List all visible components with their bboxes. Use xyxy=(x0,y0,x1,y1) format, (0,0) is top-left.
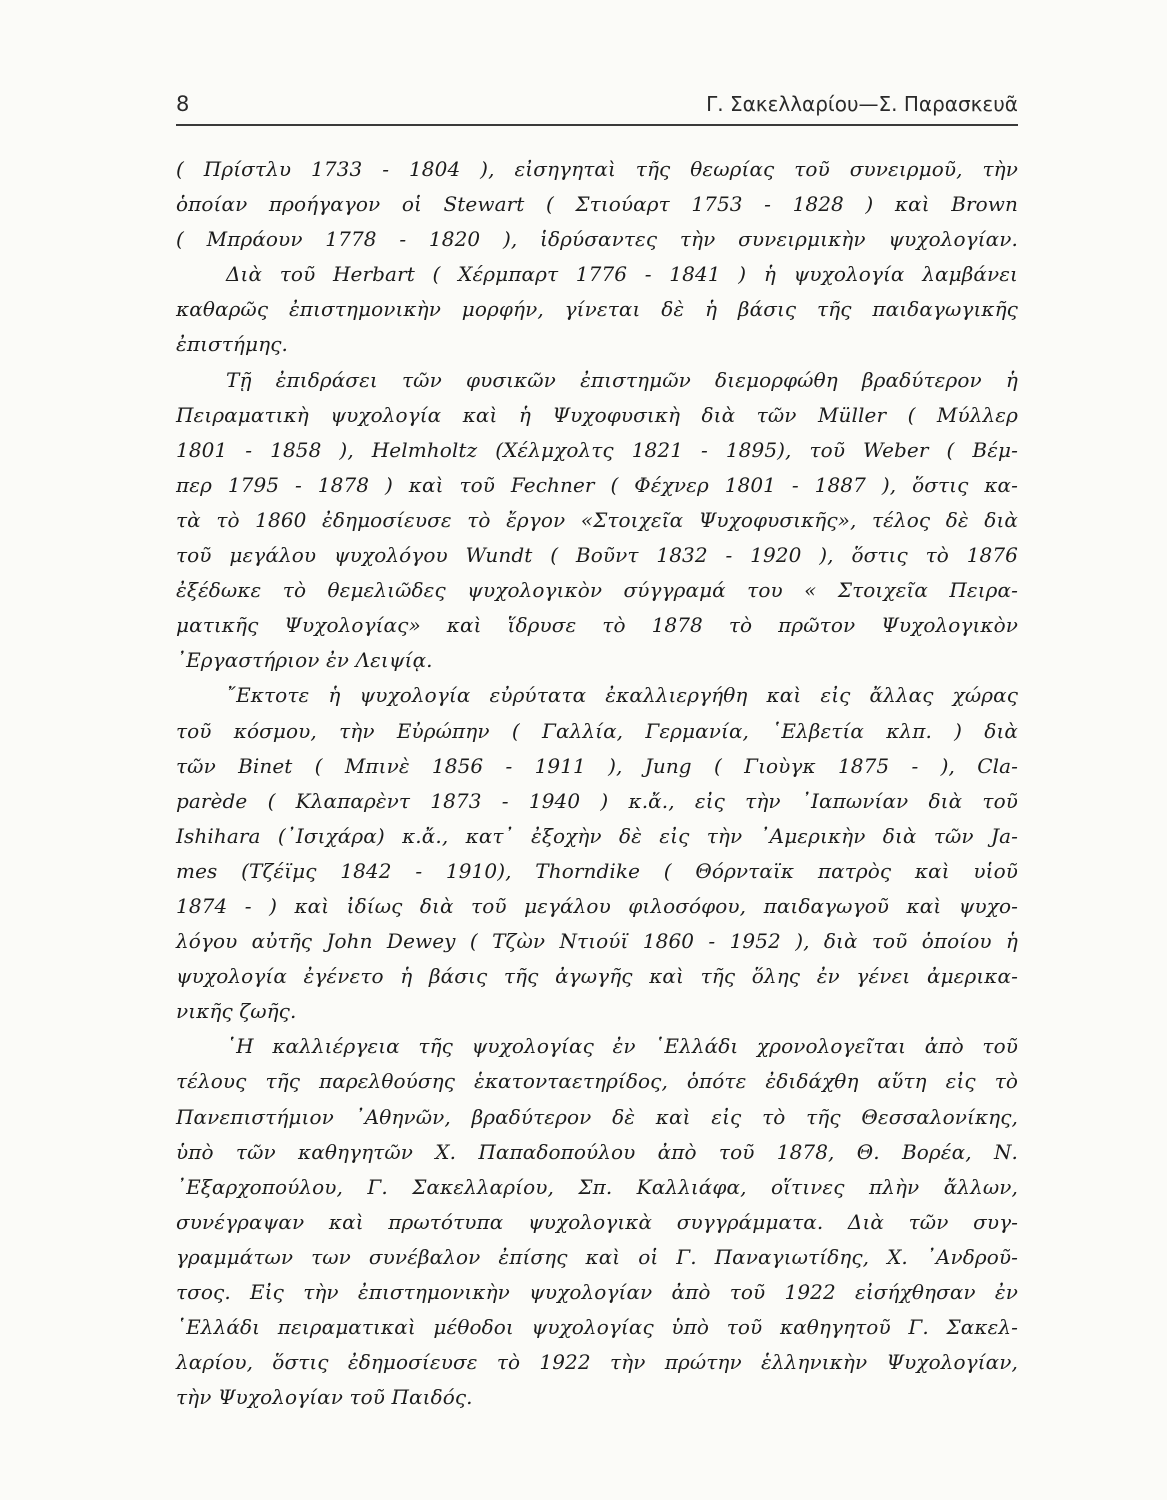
text-line: λαρίου, ὅστις ἐδημοσίευσε τὸ 1922 τὴν πρώτην ἑλληνικὴν Ψυχολογίαν, xyxy=(176,1350,1018,1375)
text-line: Διὰ τοῦ Herbart ( Χέρμπαρτ 1776 - 1841 ) ἡ ψυχολογία λαμβάνει xyxy=(226,262,1018,287)
text-line: τῶν Binet ( Μπινὲ 1856 - 1911 ), Jung ( Γιοὺγκ 1875 - ), Cla- xyxy=(176,753,1018,778)
text-line: ὁποίαν προήγαγον οἱ Stewart ( Στιούαρτ 1753 - 1828 ) καὶ Brown xyxy=(176,192,1018,217)
text-line: τοῦ μεγάλου ψυχολόγου Wundt ( Βοῦντ 1832 - 1920 ), ὅστις τὸ 1876 xyxy=(176,543,1018,568)
text-line: ῾Ελλάδι πειραματικαὶ μέθοδοι ψυχολογίας ὑπὸ τοῦ καθηγητοῦ Γ. Σακελ- xyxy=(176,1315,1018,1340)
body-text xyxy=(176,152,1018,1415)
text-line: τοῦ κόσμου, τὴν Εὐρώπην ( Γαλλία, Γερμανία, ῾Ελβετία κλπ. ) διὰ xyxy=(176,718,1018,743)
page-header xyxy=(176,88,1018,122)
page-number: 8 xyxy=(176,92,190,116)
text-line: νικῆς ζωῆς. xyxy=(176,999,297,1024)
text-line: ᾿Εργαστήριον ἐν Λειψίᾳ. xyxy=(176,648,433,673)
text-line: parède ( Κλαπαρὲντ 1873 - 1940 ) κ.ἄ., εἰς τὴν ᾿Ιαπωνίαν διὰ τοῦ xyxy=(176,788,1018,813)
text-line: λόγου αὐτῆς John Dewey ( Τζὼν Ντιούϊ 1860 - 1952 ), διὰ τοῦ ὁποίου ἡ xyxy=(176,929,1018,954)
text-line: Τῇ ἐπιδράσει τῶν φυσικῶν ἐπιστημῶν διεμορφώθη βραδύτερον ἡ xyxy=(226,367,1018,392)
running-head: Γ. Σακελλαρίου—Σ. Παρασκευᾶ xyxy=(706,92,1018,116)
text-line: τσος. Εἰς τὴν ἐπιστημονικὴν ψυχολογίαν ἀπὸ τοῦ 1922 εἰσήχθησαν ἐν xyxy=(176,1280,1018,1304)
text-line: Πειραματικὴ ψυχολογία καὶ ἡ Ψυχοφυσικὴ διὰ τῶν Müller ( Μύλλερ xyxy=(176,402,1018,427)
text-line: ῾Η καλλιέργεια τῆς ψυχολογίας ἐν ῾Ελλάδι χρονολογεῖται ἀπὸ τοῦ xyxy=(226,1034,1018,1059)
text-line: ( Πρίστλυ 1733 - 1804 ), εἰσηγηταὶ τῆς θεωρίας τοῦ συνειρμοῦ, τὴν xyxy=(176,157,1018,181)
text-line: τὴν Ψυχολογίαν τοῦ Παιδός. xyxy=(176,1385,473,1410)
text-line: ἐξέδωκε τὸ θεμελιῶδες ψυχολογικὸν σύγγραμά του « Στοιχεῖα Πειρα- xyxy=(176,578,1018,603)
header-rule xyxy=(176,124,1018,126)
text-line: τὰ τὸ 1860 ἐδημοσίευσε τὸ ἔργον «Στοιχεῖα Ψυχοφυσικῆς», τέλος δὲ διὰ xyxy=(176,507,1018,532)
text-line: ( Μπράουν 1778 - 1820 ), ἱδρύσαντες τὴν συνειρμικὴν ψυχολογίαν. xyxy=(176,227,1018,252)
text-line: 1801 - 1858 ), Helmholtz (Χέλμχολτς 1821 - 1895), τοῦ Weber ( Βέμ- xyxy=(176,437,1018,462)
text-line: ἐπιστήμης. xyxy=(176,332,288,357)
text-line: mes (Τζέϊμς 1842 - 1910), Thorndike ( Θόρνταϊκ πατρὸς καὶ υἱοῦ xyxy=(176,858,1018,883)
text-line: περ 1795 - 1878 ) καὶ τοῦ Fechner ( Φέχνερ 1801 - 1887 ), ὅστις κα- xyxy=(176,472,1018,497)
text-line: Ishihara (᾿Ισιχάρα) κ.ἄ., κατ᾿ ἐξοχὴν δὲ εἰς τὴν ᾿Αμερικὴν διὰ τῶν Ja- xyxy=(176,823,1018,848)
text-line: ᾿Εξαρχοπούλου, Γ. Σακελλαρίου, Σπ. Καλλιάφα, οἵτινες πλὴν ἄλλων, xyxy=(176,1174,1018,1199)
text-line: γραμμάτων των συνέβαλον ἐπίσης καὶ οἱ Γ. Παναγιωτίδης, Χ. ᾿Ανδροῦ- xyxy=(176,1244,1018,1269)
text-line: συνέγραψαν καὶ πρωτότυπα ψυχολογικὰ συγγράμματα. Διὰ τῶν συγ- xyxy=(176,1209,1018,1234)
text-line: ματικῆς Ψυχολογίας» καὶ ἵδρυσε τὸ 1878 τὸ πρῶτον Ψυχολογικὸν xyxy=(176,613,1018,638)
text-line: ὑπὸ τῶν καθηγητῶν Χ. Παπαδοπούλου ἀπὸ τοῦ 1878, Θ. Βορέα, Ν. xyxy=(176,1139,1018,1164)
text-line: 1874 - ) καὶ ἰδίως διὰ τοῦ μεγάλου φιλοσόφου, παιδαγωγοῦ καὶ ψυχο- xyxy=(176,893,1018,918)
text-line: ψυχολογία ἐγένετο ἡ βάσις τῆς ἀγωγῆς καὶ τῆς ὅλης ἐν γένει ἀμερικα- xyxy=(176,964,1018,989)
text-line: ῎Εκτοτε ἡ ψυχολογία εὐρύτατα ἐκαλλιεργήθη καὶ εἰς ἄλλας χώρας xyxy=(226,683,1018,708)
text-line: καθαρῶς ἐπιστημονικὴν μορφήν, γίνεται δὲ ἡ βάσις τῆς παιδαγωγικῆς xyxy=(176,297,1018,322)
text-line: Πανεπιστήμιον ᾿Αθηνῶν, βραδύτερον δὲ καὶ εἰς τὸ τῆς Θεσσαλονίκης, xyxy=(176,1104,1018,1129)
text-line: τέλους τῆς παρελθούσης ἑκατονταετηρίδος, ὁπότε ἐδιδάχθη αὕτη εἰς τὸ xyxy=(176,1069,1018,1094)
